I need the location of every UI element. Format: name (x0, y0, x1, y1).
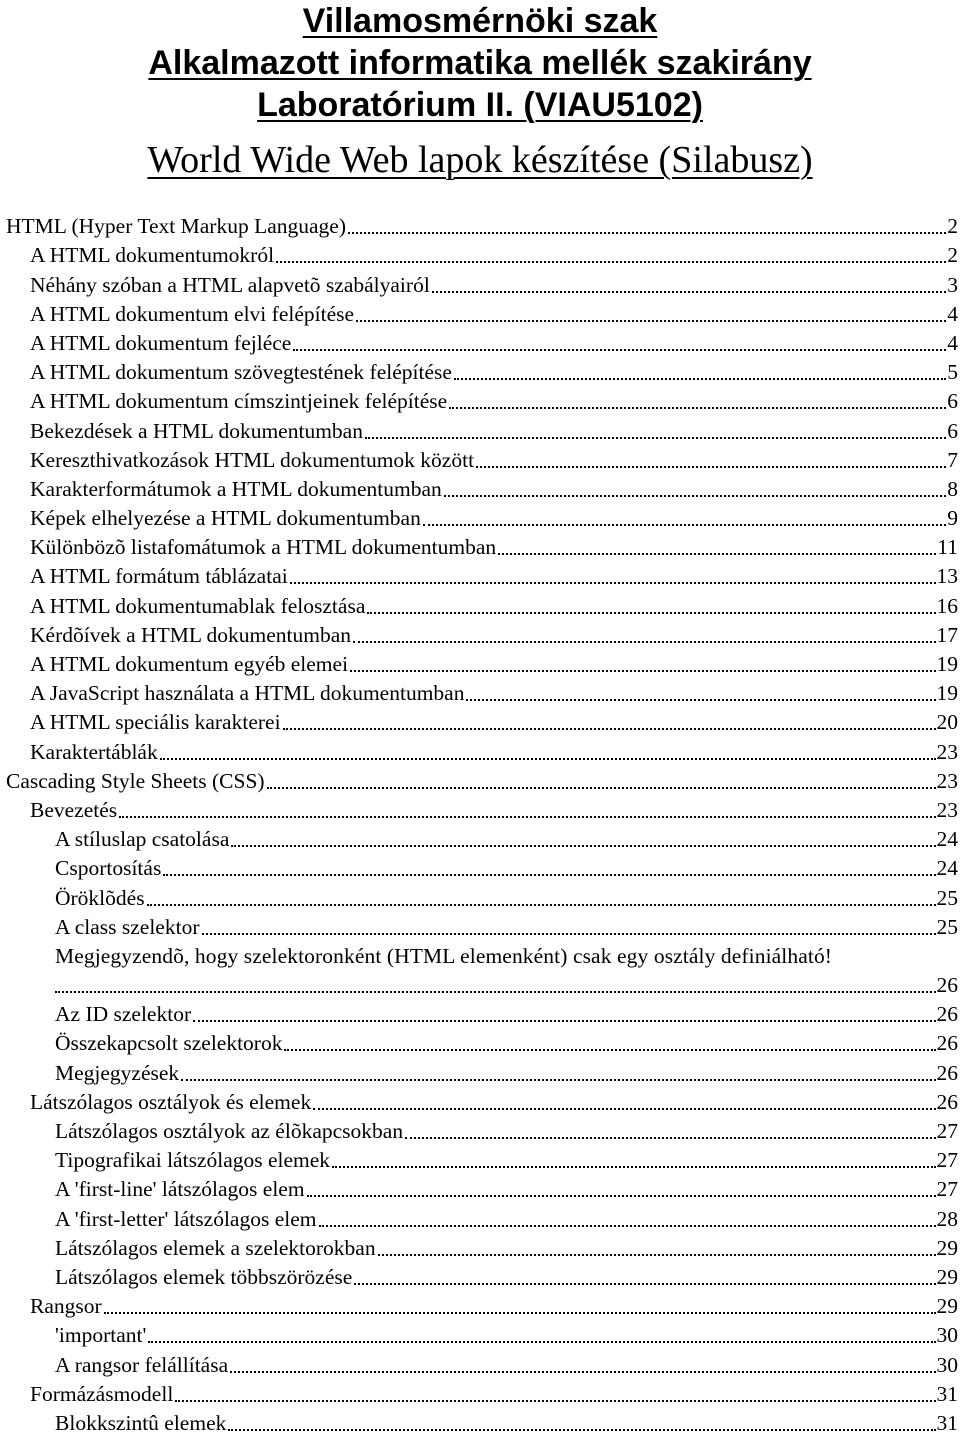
toc-entry[interactable] (0, 1173, 960, 1202)
toc-page-number: 23 (936, 797, 958, 822)
toc-page-number: 7 (947, 447, 958, 472)
toc-dot-leader (356, 320, 946, 322)
toc-dot-leader (160, 758, 936, 760)
toc-entry[interactable] (0, 1407, 960, 1436)
toc-entry-title: A HTML dokumentum szövegtestének felépítése (30, 360, 452, 385)
toc-page-number: 3 (947, 272, 958, 297)
toc-entry-title: A stíluslap csatolása (55, 827, 230, 852)
toc-entry-title: Képek elhelyezése a HTML dokumentumban (30, 506, 421, 531)
toc-entry[interactable] (0, 560, 960, 589)
toc-entry[interactable] (0, 969, 960, 998)
toc-dot-leader (354, 1283, 935, 1285)
toc-entry-title: Öröklõdés (55, 885, 145, 910)
toc-entry-title: Összekapcsolt szelektorok (55, 1031, 283, 1056)
toc-dot-leader (307, 1195, 936, 1197)
toc-entry-title: Bevezetés (30, 797, 118, 822)
toc-page-number: 28 (936, 1206, 958, 1231)
toc-page-number: 29 (936, 1264, 958, 1289)
toc-entry-title: Megjegyzések (55, 1060, 180, 1085)
toc-entry-title: Tipografikai látszólagos elemek (55, 1148, 331, 1173)
toc-page-number: 4 (947, 330, 958, 355)
toc-dot-leader (148, 1341, 935, 1343)
toc-entry[interactable] (0, 1261, 960, 1290)
toc-page-number: 19 (936, 681, 958, 706)
toc-dot-leader (283, 728, 936, 730)
toc-entry-title: Látszólagos elemek a szelektorokban (55, 1235, 376, 1260)
toc-dot-leader (231, 845, 935, 847)
toc-entry[interactable] (0, 1056, 960, 1085)
toc-entry[interactable] (0, 444, 960, 473)
toc-page-number: 26 (936, 973, 958, 998)
toc-dot-leader (119, 816, 935, 818)
toc-entry-title: Néhány szóban a HTML alapvetõ szabályairól (30, 272, 430, 297)
toc-entry[interactable] (0, 735, 960, 764)
toc-entry-title: A HTML dokumentum címszintjeinek felépítése (30, 389, 448, 414)
toc-dot-leader (367, 612, 935, 614)
toc-page-number: 2 (947, 243, 958, 268)
toc-page-number: 8 (947, 476, 958, 501)
toc-dot-leader (449, 407, 946, 409)
toc-entry[interactable] (0, 531, 960, 560)
toc-entry[interactable] (0, 823, 960, 852)
toc-dot-leader (163, 874, 935, 876)
toc-entry[interactable] (0, 502, 960, 531)
toc-entry[interactable] (0, 1115, 960, 1144)
toc-entry[interactable] (0, 268, 960, 297)
toc-dot-leader (332, 1166, 935, 1168)
toc-page-number: 9 (947, 506, 958, 531)
toc-dot-leader (175, 1400, 935, 1402)
toc-dot-leader (353, 641, 935, 643)
toc-entry-title: Az ID szelektor (55, 1002, 192, 1027)
toc-entry[interactable] (0, 1378, 960, 1407)
toc-page-number: 17 (936, 622, 958, 647)
toc-entry-title: Cascading Style Sheets (CSS) (6, 768, 265, 793)
toc-entry[interactable] (0, 998, 960, 1027)
toc-entry-title: Bekezdések a HTML dokumentumban (30, 418, 363, 443)
toc-entry[interactable] (0, 589, 960, 618)
toc-entry-title: A class szelektor (55, 914, 200, 939)
toc-dot-leader (290, 582, 936, 584)
toc-dot-leader (202, 933, 936, 935)
toc-page-number: 2 (947, 214, 958, 239)
toc-page-number: 19 (936, 652, 958, 676)
toc-dot-leader (350, 670, 935, 672)
toc-entry[interactable] (0, 648, 960, 677)
toc-dot-leader (147, 904, 936, 906)
toc-dot-leader (444, 495, 946, 497)
toc-dot-leader (230, 1371, 935, 1373)
toc-dot-leader (423, 524, 946, 526)
toc-dot-leader (104, 1312, 936, 1314)
toc-entry[interactable] (0, 298, 960, 327)
toc-page-number: 23 (936, 768, 958, 793)
toc-dot-leader (181, 1079, 935, 1081)
toc-entry[interactable] (0, 385, 960, 414)
toc-entry[interactable] (0, 881, 960, 910)
toc-dot-leader (466, 699, 935, 701)
toc-page-number: 6 (947, 389, 958, 414)
toc-page-number: 24 (936, 856, 958, 881)
toc-page-number: 26 (936, 1060, 958, 1085)
toc-entry-title: A HTML dokumentum fejléce (30, 330, 292, 355)
toc-entry[interactable] (0, 619, 960, 648)
toc-entry-title: Megjegyzendõ, hogy szelektoronként (HTML elemenként) csak egy osztály definiálható! (55, 943, 833, 968)
toc-entry-title: Látszólagos osztályok az élõkapcsokban (55, 1119, 404, 1143)
toc-dot-leader (293, 349, 946, 351)
toc-page-number: 16 (936, 593, 958, 618)
toc-page-number: 25 (936, 914, 958, 939)
toc-dot-leader (267, 787, 936, 789)
toc-entry-title: 'important' (55, 1323, 147, 1348)
toc-entry[interactable] (0, 852, 960, 881)
toc-entry[interactable] (0, 1232, 960, 1261)
toc-page-number: 31 (936, 1410, 958, 1435)
toc-dot-leader (498, 553, 936, 555)
toc-page-number: 5 (947, 360, 958, 385)
title-line-2: Alkalmazott informatika mellék szakirány (148, 44, 812, 82)
toc-dot-leader (284, 1049, 935, 1051)
toc-entry[interactable] (0, 210, 960, 239)
toc-entry-title: Formázásmodell (30, 1381, 174, 1406)
toc-entry[interactable] (0, 706, 960, 735)
toc-page-number: 4 (947, 301, 958, 326)
toc-page-number: 30 (936, 1352, 958, 1377)
toc-page-number: 25 (936, 885, 958, 910)
toc-entry-title: Karakterformátumok a HTML dokumentumban (30, 476, 442, 501)
toc-page-number: 27 (936, 1119, 958, 1143)
toc-entry-title: A HTML dokumentumablak felosztása (30, 593, 366, 618)
toc-entry[interactable] (0, 1027, 960, 1056)
toc-entry[interactable] (0, 1319, 960, 1348)
toc-dot-leader (193, 1020, 935, 1022)
toc-entry[interactable] (0, 414, 960, 443)
toc-entry[interactable] (0, 1348, 960, 1377)
toc-entry[interactable] (0, 911, 960, 940)
toc-entry-title: Különbözõ listafomátumok a HTML dokumentumban (30, 535, 497, 560)
toc-dot-leader (454, 378, 946, 380)
toc-dot-leader (365, 437, 946, 439)
toc-entry-title: A 'first-letter' látszólagos elem (55, 1206, 317, 1231)
toc-page-number: 23 (936, 739, 958, 764)
toc-entry[interactable] (0, 765, 960, 794)
toc-entry-title: A rangsor felállítása (55, 1352, 229, 1377)
toc-entry[interactable] (0, 1290, 960, 1319)
toc-dot-leader (405, 1137, 935, 1139)
toc-entry-title: Kérdõívek a HTML dokumentumban (30, 622, 352, 647)
toc-dot-leader (476, 466, 946, 468)
toc-entry[interactable] (0, 473, 960, 502)
toc-page-number: 27 (936, 1148, 958, 1173)
toc-dot-leader (432, 291, 946, 293)
toc-page-number: 6 (947, 418, 958, 443)
toc-entry-title: A HTML dokumentumokról (30, 243, 275, 268)
toc-page-number: 26 (936, 1031, 958, 1056)
toc-entry-title: A HTML speciális karakterei (30, 710, 281, 735)
toc-entry[interactable] (0, 1144, 960, 1173)
toc-entry-title: A JavaScript használata a HTML dokumentumban (30, 681, 465, 706)
toc-dot-leader (55, 991, 936, 993)
toc-entry[interactable] (0, 940, 960, 969)
title-line-3: Laboratórium II. (VIAU5102) (257, 86, 703, 124)
toc-entry-title: Rangsor (30, 1294, 102, 1319)
toc-dot-leader (348, 232, 946, 234)
toc-entry[interactable] (0, 1086, 960, 1115)
toc-entry-title: A HTML dokumentum elvi felépítése (30, 301, 355, 326)
toc-page-number: 29 (936, 1235, 958, 1260)
toc-entry[interactable] (0, 1202, 960, 1231)
toc-entry-title: Blokkszintû elemek (55, 1410, 227, 1435)
toc-page-number: 26 (936, 1002, 958, 1027)
toc-page-number: 30 (936, 1323, 958, 1348)
title-line-1: Villamosmérnöki szak (302, 2, 658, 40)
toc-entry[interactable] (0, 794, 960, 823)
table-of-contents (0, 210, 960, 1436)
toc-page-number: 31 (936, 1381, 958, 1406)
toc-dot-leader (313, 1108, 935, 1110)
toc-dot-leader (276, 261, 946, 263)
toc-entry[interactable] (0, 239, 960, 268)
toc-page-number: 27 (936, 1177, 958, 1202)
toc-entry-title: Látszólagos elemek többszörözése (55, 1264, 353, 1289)
toc-entry[interactable] (0, 356, 960, 385)
toc-entry[interactable] (0, 327, 960, 356)
toc-page-number: 20 (936, 710, 958, 735)
toc-page-number: 11 (937, 535, 958, 560)
toc-page-number: 24 (936, 827, 958, 852)
toc-page-number: 26 (936, 1089, 958, 1114)
toc-entry-title: Látszólagos osztályok és elemek (30, 1089, 312, 1114)
toc-entry-title: A HTML formátum táblázatai (30, 564, 288, 589)
toc-entry-title: Kereszthivatkozások HTML dokumentumok között (30, 447, 475, 472)
toc-dot-leader (319, 1225, 936, 1227)
toc-entry-title: A HTML dokumentum egyéb elemei (30, 652, 349, 676)
toc-page-number: 13 (936, 564, 958, 589)
toc-entry-title: HTML (Hyper Text Markup Language) (6, 214, 347, 239)
document-subtitle: World Wide Web lapok készítése (Silabusz) (147, 139, 813, 181)
toc-entry-title: A 'first-line' látszólagos elem (55, 1177, 305, 1202)
toc-entry-title: Csportosítás (55, 856, 162, 881)
title-block (0, 0, 960, 182)
toc-page-number: 29 (936, 1294, 958, 1319)
toc-dot-leader (378, 1254, 936, 1256)
toc-entry[interactable] (0, 677, 960, 706)
toc-entry-title: Karaktertáblák (30, 739, 158, 764)
